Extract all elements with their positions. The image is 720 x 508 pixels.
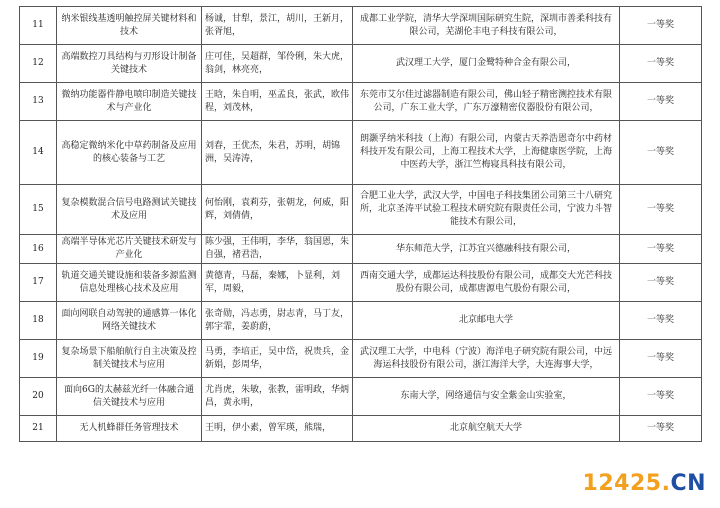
award-level: 一等奖 [620, 264, 702, 302]
completing-organizations: 武汉理工大学，厦门金鹭特种合金有限公司， [353, 45, 620, 83]
row-number: 16 [20, 235, 57, 264]
award-level: 一等奖 [620, 45, 702, 83]
project-name: 微纳功能器件静电喷印制造关键技术与产业化 [57, 83, 202, 121]
watermark-number: 12425 [582, 471, 662, 496]
watermark-domain: CN [670, 471, 706, 496]
project-name: 面向6G的太赫兹光纤一体融合通信关键技术与应用 [57, 378, 202, 416]
row-number: 13 [20, 83, 57, 121]
table-row [20, 121, 702, 185]
project-name: 高端数控刀具结构与刃形设计制备关键技术 [57, 45, 202, 83]
project-name: 高稳定微纳米化中草药制备及应用的核心装备与工艺 [57, 121, 202, 185]
completing-organizations: 东莞市艾尔佳过滤器制造有限公司，佛山轻子精密测控技术有限公司，广东工业大学，广东万濠精密仪器股份有限公司， [353, 83, 620, 121]
table-row [20, 340, 702, 378]
row-number: 15 [20, 185, 57, 235]
award-level: 一等奖 [620, 83, 702, 121]
main-contributors: 马勇，李培正，吴中岱，祝贵兵，金新娟，彭周华， [202, 340, 353, 378]
table-row [20, 302, 702, 340]
main-contributors: 张奇勋，冯志勇，尉志青，马丁友，郭宇霏，姜蔚蔚， [202, 302, 353, 340]
table-row [20, 264, 702, 302]
award-level: 一等奖 [620, 235, 702, 264]
project-name: 复杂场景下船舶航行自主决策及控制关键技术与应用 [57, 340, 202, 378]
main-contributors: 黄德青，马磊，秦娜，卜显利，刘军，周毅， [202, 264, 353, 302]
table-row [20, 416, 702, 442]
award-level: 一等奖 [620, 185, 702, 235]
main-contributors: 陈少强，王伟明，李华，翁国恩，朱自强，褚君浩， [202, 235, 353, 264]
award-level: 一等奖 [620, 302, 702, 340]
row-number: 18 [20, 302, 57, 340]
award-level: 一等奖 [620, 378, 702, 416]
completing-organizations: 华东师范大学，江苏宜兴德融科技有限公司， [353, 235, 620, 264]
table-row [20, 378, 702, 416]
completing-organizations: 成都工业学院，清华大学深圳国际研究生院，深圳市善柔科技有限公司，芜湖伦丰电子科技有限公司， [353, 7, 620, 45]
awards-table [19, 6, 702, 442]
main-contributors: 尤肖虎，朱敏，张教，雷明政，华炳昌，黄永明， [202, 378, 353, 416]
project-name: 无人机蜂群任务管理技术 [57, 416, 202, 442]
main-contributors: 何怡刚，袁莉芬，张朝龙，何威，阳辉，刘倩倩， [202, 185, 353, 235]
award-level: 一等奖 [620, 121, 702, 185]
completing-organizations: 西南交通大学，成都运达科技股份有限公司，成都交大光芒科技股份有限公司，成都唐源电气股份有限公司， [353, 264, 620, 302]
completing-organizations: 朗灏孚纳米科技（上海）有限公司，内蒙古天养浩恩奇尔中药材科技开发有限公司，上海工程技术大学，上海健康医学院，上海中医药大学，浙江竺梅寝具科技有限公司， [353, 121, 620, 185]
row-number: 21 [20, 416, 57, 442]
project-name: 高端半导体光芯片关键技术研发与产业化 [57, 235, 202, 264]
table-row [20, 7, 702, 45]
award-level: 一等奖 [620, 340, 702, 378]
watermark-dot: . [661, 471, 671, 496]
main-contributors: 庄可佳，吴超群，邹伶俐，朱大虎，翁剑，林亮亮， [202, 45, 353, 83]
completing-organizations: 东南大学，网络通信与安全紫金山实验室， [353, 378, 620, 416]
table-row [20, 83, 702, 121]
table-row [20, 185, 702, 235]
main-contributors: 王晗，朱自明，巫孟良，张武，欧伟程，刘茂林， [202, 83, 353, 121]
row-number: 20 [20, 378, 57, 416]
main-contributors: 杨诚，甘犁，景江，胡川，王新月，张胥旭， [202, 7, 353, 45]
row-number: 14 [20, 121, 57, 185]
row-number: 17 [20, 264, 57, 302]
table-row [20, 235, 702, 264]
table-row [20, 45, 702, 83]
row-number: 19 [20, 340, 57, 378]
awards-table-body [20, 7, 702, 442]
award-level: 一等奖 [620, 7, 702, 45]
completing-organizations: 武汉理工大学，中电科（宁波）海洋电子研究院有限公司，中远海运科技股份有限公司，浙江海洋大学，大连海事大学， [353, 340, 620, 378]
row-number: 11 [20, 7, 57, 45]
completing-organizations: 北京航空航天大学 [353, 416, 620, 442]
project-name: 复杂模数混合信号电路测试关键技术及应用 [57, 185, 202, 235]
project-name: 面向网联自动驾驶的通感算一体化网络关键技术 [57, 302, 202, 340]
completing-organizations: 合肥工业大学，武汉大学，中国电子科技集团公司第三十八研究所，北京圣涛平试验工程技术研究院有限责任公司，宁波力斗智能技术有限公司， [353, 185, 620, 235]
project-name: 轨道交通关键设施和装备多源监测信息处理核心技术及应用 [57, 264, 202, 302]
main-contributors: 王明，伊小素，曾军瑛，熊瑞， [202, 416, 353, 442]
project-name: 纳米银线基透明触控屏关键材料和技术 [57, 7, 202, 45]
site-watermark-logo [583, 471, 706, 496]
completing-organizations: 北京邮电大学 [353, 302, 620, 340]
award-level: 一等奖 [620, 416, 702, 442]
row-number: 12 [20, 45, 57, 83]
main-contributors: 刘春，王优杰，朱君，苏明，胡锦洲，吴涛涛， [202, 121, 353, 185]
